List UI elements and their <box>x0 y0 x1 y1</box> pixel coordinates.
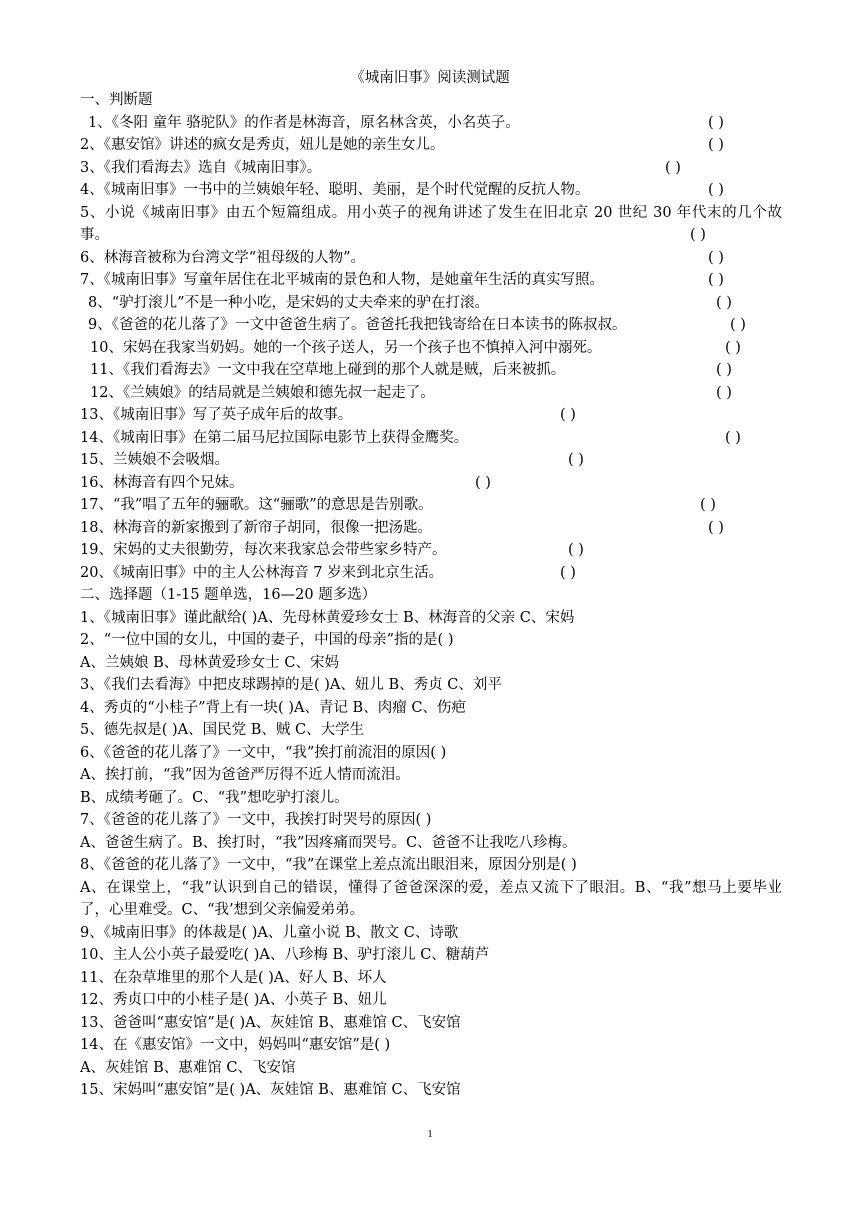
judgement-item <box>80 382 782 405</box>
item-text: 13、《城南旧事》写了英子成年后的故事。 <box>80 407 353 423</box>
item-text: 14、《城南旧事》在第二届马尼拉国际电影节上获得金鹰奖。 <box>80 429 469 446</box>
page-title: 《城南旧事》阅读测试题 <box>350 70 510 86</box>
judgement-item <box>80 179 782 202</box>
judgement-item <box>80 134 782 157</box>
judgement-item <box>80 517 782 540</box>
document-body <box>80 89 782 1102</box>
item-text: 18、林海音的新家搬到了新帘子胡同，很像一把汤匙。 <box>80 519 432 536</box>
answer-paren: ( ) <box>708 137 724 153</box>
choice-line: 11、在杂草堆里的那个人是( )A、好人 B、坏人 <box>80 969 387 986</box>
answer-paren: ( ) <box>725 429 741 446</box>
answer-paren: ( ) <box>665 159 681 176</box>
choice-line: 1、《城南旧事》谨此献给( )A、先母林黄爱珍女士 B、林海音的父亲 C、宋妈 <box>80 609 575 626</box>
page-number: 1 <box>427 1128 433 1140</box>
choice-line: 15、宋妈叫“惠安馆”是( )A、灰娃馆 B、惠难馆 C、飞安馆 <box>80 1082 461 1098</box>
item-text: 5、小说《城南旧事》由五个短篇组成。用小英子的视角讲述了发生在旧北京 20 世纪 30 年代末的几个故事。 <box>80 204 782 243</box>
item-text: 12、《兰姨娘》的结局就是兰姨娘和德先叔一起走了。 <box>90 384 435 401</box>
item-text: 11、《我们看海去》一文中我在空草地上碰到的那个人就是贼，后来被抓。 <box>90 362 566 378</box>
item-text: 1、《冬阳 童年 骆驼队》的作者是林海音，原名林含英，小名英子。 <box>88 114 520 131</box>
item-text: 7、《城南旧事》写童年居住在北平城南的景色和人物，是她童年生活的真实写照。 <box>80 272 604 288</box>
answer-paren: ( ) <box>708 272 724 288</box>
answer-paren: ( ) <box>708 249 724 266</box>
item-text: 2、《惠安馆》讲述的疯女是秀贞，妞儿是她的亲生女儿。 <box>80 137 445 153</box>
choice-line: 3、《我们去看海》中把皮球踢掉的是( )A、妞儿 B、秀贞 C、刘平 <box>80 677 502 693</box>
item-text: 17、“我”唱了五年的骊歌。这“骊歌”的意思是告别歌。 <box>80 497 433 513</box>
item-text: 6、林海音被称为台湾文学“祖母级的人物”。 <box>80 249 366 266</box>
choice-line: A、兰姨娘 B、母林黄爱珍女士 C、宋妈 <box>80 654 339 671</box>
answer-paren: ( ) <box>716 362 732 378</box>
answer-paren: ( ) <box>690 227 706 243</box>
choice-line: 9、《城南旧事》的体裁是( )A、儿童小说 B、散文 C、诗歌 <box>80 924 459 941</box>
judgement-item <box>80 472 782 495</box>
choice-line: A、灰娃馆 B、惠难馆 C、飞安馆 <box>80 1059 296 1076</box>
judgement-item <box>80 112 782 135</box>
item-text: 19、宋妈的丈夫很勤劳，每次来我家总会带些家乡特产。 <box>80 542 447 558</box>
answer-paren: ( ) <box>568 542 584 558</box>
answer-paren: ( ) <box>730 317 746 333</box>
answer-paren: ( ) <box>560 564 576 581</box>
judgement-item <box>80 427 782 450</box>
choice-line: 12、秀贞口中的小桂子是( )A、小英子 B、妞儿 <box>80 992 387 1008</box>
choice-line: B、成绩考砸了。C、“我”想吃驴打滚儿。 <box>80 789 349 806</box>
item-text: 15、兰姨娘不会吸烟。 <box>80 452 229 468</box>
judgement-item <box>80 202 782 247</box>
answer-paren: ( ) <box>700 497 716 513</box>
answer-paren: ( ) <box>716 384 732 401</box>
judgement-item <box>80 539 782 562</box>
answer-paren: ( ) <box>708 519 724 536</box>
choice-line: 2、“一位中国的女儿，中国的妻子，中国的母亲”指的是( ) <box>80 632 454 648</box>
judgement-item <box>80 494 782 517</box>
item-text: 20、《城南旧事》中的主人公林海音 7 岁来到北京生活。 <box>80 564 444 581</box>
item-text: 10、宋妈在我家当奶妈。她的一个孩子送人，另一个孩子也不慎掉入河中溺死。 <box>90 339 602 356</box>
judgement-item <box>80 562 782 585</box>
item-text: 4、《城南旧事》一书中的兰姨娘年轻、聪明、美丽，是个时代觉醒的反抗人物。 <box>80 182 590 198</box>
choice-line: A、爸爸生病了。B、挨打时，“我”因疼痛而哭号。C、爸爸不让我吃八珍梅。 <box>80 834 577 851</box>
judgement-item <box>80 449 782 472</box>
judgement-list <box>80 112 782 585</box>
section-heading-choice: 二、选择题（1-15 题单选，16—20 题多选） <box>80 587 377 603</box>
item-text: 9、《爸爸的花儿落了》一文中爸爸生病了。爸爸托我把钱寄给在日本读书的陈叔叔。 <box>88 317 627 333</box>
answer-paren: ( ) <box>725 339 741 356</box>
answer-paren: ( ) <box>475 474 491 491</box>
choice-line: 13、爸爸叫“惠安馆”是( )A、灰娃馆 B、惠难馆 C、飞安馆 <box>80 1014 461 1031</box>
item-text: 3、《我们看海去》选自《城南旧事》。 <box>80 159 322 176</box>
choice-line: 5、德先叔是( )A、国民党 B、贼 C、大学生 <box>80 722 365 738</box>
answer-paren: ( ) <box>708 182 724 198</box>
choice-line: 10、主人公小英子最爱吃( )A、八珍梅 B、驴打滚儿 C、糖葫芦 <box>80 947 490 963</box>
item-text: 8、“驴打滚儿”不是一种小吃，是宋妈的丈夫牵来的驴在打滚。 <box>88 294 490 311</box>
choice-line: 8、《爸爸的花儿落了》一文中，“我”在课堂上差点流出眼泪来，原因分别是( ) <box>80 857 577 873</box>
judgement-item <box>80 157 782 180</box>
judgement-item <box>80 359 782 382</box>
choice-line: 4、秀贞的“小桂子”背上有一块( )A、青记 B、肉瘤 C、伤疤 <box>80 699 466 716</box>
answer-paren: ( ) <box>708 114 724 131</box>
answer-paren: ( ) <box>568 452 584 468</box>
judgement-item <box>80 404 782 427</box>
judgement-item <box>80 292 782 315</box>
item-text: 16、林海音有四个兄妹。 <box>80 474 244 491</box>
choice-line: 6、《爸爸的花儿落了》一文中，“我”挨打前流泪的原因( ) <box>80 744 447 761</box>
judgement-item <box>80 269 782 292</box>
answer-paren: ( ) <box>560 407 576 423</box>
answer-paren: ( ) <box>716 294 732 311</box>
choice-line: 7、《爸爸的花儿落了》一文中，我挨打时哭号的原因( ) <box>80 812 432 828</box>
choice-line: 14、在《惠安馆》一文中，妈妈叫“惠安馆”是( ) <box>80 1037 391 1053</box>
section-heading-judgement: 一、判断题 <box>80 92 153 108</box>
judgement-item <box>80 337 782 360</box>
judgement-item <box>80 247 782 270</box>
choice-list <box>80 607 782 1102</box>
choice-line: A、挨打前，“我”因为爸爸严厉得不近人情而流泪。 <box>80 767 410 783</box>
choice-line: A、在课堂上，“我”认识到自己的错误，懂得了爸爸深深的爱，差点又流下了眼泪。B、“我”想马上要毕业了，心里难受。C、“我’想到父亲偏爱弟弟。 <box>80 879 782 918</box>
judgement-item <box>80 314 782 337</box>
